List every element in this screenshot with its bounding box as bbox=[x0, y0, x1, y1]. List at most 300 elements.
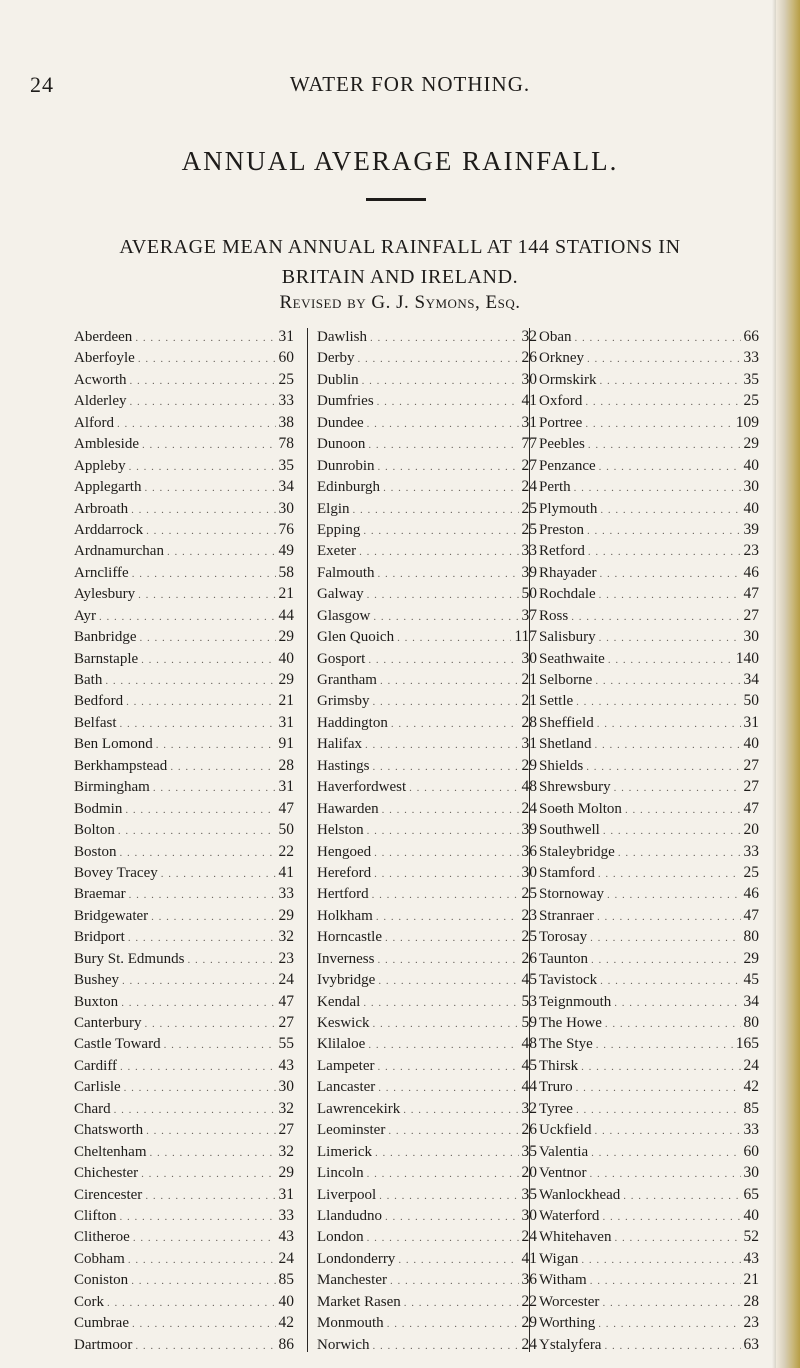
leader-dots bbox=[368, 650, 518, 671]
station-row bbox=[74, 1141, 294, 1162]
leader-dots bbox=[398, 1250, 518, 1271]
leader-dots bbox=[385, 928, 519, 949]
station-name: Dumfries bbox=[317, 393, 374, 410]
station-row bbox=[539, 540, 759, 561]
station-name: Ardnamurchan bbox=[74, 543, 164, 560]
station-row bbox=[74, 755, 294, 776]
leader-dots bbox=[105, 671, 275, 692]
leader-dots bbox=[151, 907, 275, 928]
rainfall-value: 22 bbox=[521, 1292, 537, 1310]
station-row bbox=[317, 1248, 537, 1269]
station-name: Horncastle bbox=[317, 929, 382, 946]
rainfall-value: 25 bbox=[278, 370, 294, 388]
station-row bbox=[317, 476, 537, 497]
station-row bbox=[539, 326, 759, 347]
station-name: Alderley bbox=[74, 393, 127, 410]
station-name: Seathwaite bbox=[539, 650, 605, 667]
rainfall-value: 38 bbox=[278, 413, 294, 431]
station-name: Ross bbox=[539, 607, 569, 624]
reviser-credit bbox=[40, 292, 760, 314]
leader-dots bbox=[390, 1271, 519, 1292]
rainfall-value: 29 bbox=[278, 628, 294, 646]
leader-dots bbox=[141, 650, 275, 671]
station-name: Arncliffe bbox=[74, 564, 129, 581]
rainfall-value: 59 bbox=[521, 1014, 537, 1031]
station-name: Haverfordwest bbox=[317, 779, 407, 796]
leader-dots bbox=[120, 1207, 276, 1228]
station-name: Leominster bbox=[317, 1122, 386, 1139]
leader-dots bbox=[378, 971, 518, 992]
leader-dots bbox=[387, 1314, 519, 1335]
station-row bbox=[74, 1248, 294, 1269]
station-row bbox=[539, 455, 759, 476]
rainfall-value: 60 bbox=[278, 349, 294, 367]
station-row bbox=[317, 390, 537, 411]
station-row bbox=[74, 498, 294, 519]
rainfall-value: 25 bbox=[521, 520, 537, 538]
station-name: Exeter bbox=[317, 543, 357, 560]
rainfall-value: 58 bbox=[278, 563, 294, 581]
station-name: Staleybridge bbox=[539, 843, 615, 860]
rainfall-value: 29 bbox=[278, 1164, 294, 1182]
rainfall-value: 140 bbox=[735, 649, 759, 667]
station-row bbox=[74, 905, 294, 926]
rainfall-value: 29 bbox=[743, 435, 759, 453]
leader-dots bbox=[591, 950, 741, 971]
station-row bbox=[74, 369, 294, 390]
station-row bbox=[539, 755, 759, 776]
station-row bbox=[317, 669, 537, 690]
leader-dots bbox=[373, 1336, 519, 1357]
station-row bbox=[74, 455, 294, 476]
leader-dots bbox=[133, 1228, 276, 1249]
rainfall-value: 27 bbox=[278, 1014, 294, 1031]
station-name: Sheffield bbox=[539, 714, 594, 731]
leader-dots bbox=[599, 628, 741, 649]
leader-dots bbox=[129, 392, 275, 413]
station-name: Galway bbox=[317, 586, 364, 603]
rainfall-value: 41 bbox=[521, 1249, 537, 1267]
station-row bbox=[539, 347, 759, 368]
station-name: Appleby bbox=[74, 457, 126, 474]
rainfall-value: 33 bbox=[743, 842, 759, 860]
station-row bbox=[539, 733, 759, 754]
subtitle-line-2: BRITAIN AND IRELAND. bbox=[281, 266, 519, 288]
station-name: Uckfield bbox=[539, 1122, 592, 1139]
leader-dots bbox=[379, 1186, 518, 1207]
leader-dots bbox=[367, 414, 519, 435]
station-row bbox=[317, 1291, 537, 1312]
station-row bbox=[74, 1033, 294, 1054]
station-row bbox=[539, 798, 759, 819]
rainfall-value: 80 bbox=[743, 1014, 759, 1031]
station-row bbox=[317, 1012, 537, 1033]
leader-dots bbox=[614, 778, 741, 799]
station-row bbox=[74, 883, 294, 904]
station-name: Hengoed bbox=[317, 843, 372, 860]
station-row bbox=[317, 948, 537, 969]
rainfall-value: 27 bbox=[743, 606, 759, 624]
leader-dots bbox=[156, 735, 276, 756]
station-name: Lincoln bbox=[317, 1165, 364, 1182]
rainfall-value: 45 bbox=[743, 971, 759, 989]
rainfall-value: 33 bbox=[278, 1206, 294, 1224]
station-name: Gosport bbox=[317, 650, 366, 667]
rainfall-value: 25 bbox=[743, 863, 759, 881]
rainfall-value: 49 bbox=[278, 542, 294, 560]
station-name: Acworth bbox=[74, 371, 127, 388]
leader-dots bbox=[599, 457, 741, 478]
station-name: Bovey Tracey bbox=[74, 864, 158, 881]
leader-dots bbox=[383, 478, 518, 499]
leader-dots bbox=[135, 1336, 275, 1357]
leader-dots bbox=[368, 435, 518, 456]
rainfall-value: 165 bbox=[735, 1035, 759, 1053]
station-name: Lampeter bbox=[317, 1057, 375, 1074]
rainfall-value: 30 bbox=[521, 370, 537, 388]
station-name: Monmouth bbox=[317, 1315, 384, 1332]
rainfall-value: 37 bbox=[521, 606, 537, 624]
station-name: Dunoon bbox=[317, 436, 366, 453]
leader-dots bbox=[367, 585, 519, 606]
station-row bbox=[317, 1055, 537, 1076]
station-name: Banbridge bbox=[74, 629, 137, 646]
leader-dots bbox=[368, 1035, 518, 1056]
station-row bbox=[74, 1226, 294, 1247]
leader-dots bbox=[602, 1293, 740, 1314]
station-name: Oxford bbox=[539, 393, 583, 410]
station-row bbox=[539, 819, 759, 840]
station-name: Braemar bbox=[74, 886, 126, 903]
station-name: Chard bbox=[74, 1100, 111, 1117]
rainfall-value: 46 bbox=[743, 563, 759, 581]
station-row bbox=[74, 412, 294, 433]
page-edge bbox=[776, 0, 800, 1368]
station-row bbox=[74, 969, 294, 990]
station-row bbox=[74, 841, 294, 862]
station-name: Chichester bbox=[74, 1165, 139, 1182]
station-name: Perth bbox=[539, 479, 571, 496]
leader-dots bbox=[585, 392, 740, 413]
leader-dots bbox=[587, 349, 741, 370]
station-row bbox=[539, 1076, 759, 1097]
leader-dots bbox=[599, 585, 741, 606]
rainfall-value: 32 bbox=[521, 1099, 537, 1117]
station-name: Dundee bbox=[317, 414, 364, 431]
station-row bbox=[539, 433, 759, 454]
rainfall-value: 29 bbox=[278, 906, 294, 924]
leader-dots bbox=[131, 1271, 275, 1292]
rainfall-value: 25 bbox=[743, 392, 759, 410]
station-row bbox=[317, 712, 537, 733]
station-name: Portree bbox=[539, 414, 583, 431]
station-name: Castle Toward bbox=[74, 1036, 161, 1053]
station-row bbox=[317, 819, 537, 840]
rainfall-value: 40 bbox=[743, 456, 759, 474]
leader-dots bbox=[604, 1336, 740, 1357]
rainfall-value: 41 bbox=[278, 863, 294, 881]
station-name: Dawlish bbox=[317, 329, 367, 345]
leader-dots bbox=[145, 1186, 275, 1207]
station-name: Southwell bbox=[539, 822, 600, 839]
station-name: Alford bbox=[74, 414, 114, 431]
station-row bbox=[74, 733, 294, 754]
station-row bbox=[74, 1291, 294, 1312]
rainfall-value: 39 bbox=[521, 563, 537, 581]
station-row bbox=[74, 390, 294, 411]
station-row bbox=[74, 540, 294, 561]
rainfall-value: 25 bbox=[521, 928, 537, 946]
reviser-name: G. J. Symons, Esq. bbox=[371, 292, 521, 313]
station-name: Bolton bbox=[74, 822, 115, 839]
leader-dots bbox=[370, 328, 519, 349]
leader-dots bbox=[142, 435, 276, 456]
station-name: Arddarrock bbox=[74, 521, 144, 538]
rainfall-value: 20 bbox=[521, 1164, 537, 1182]
leader-dots bbox=[129, 885, 276, 906]
station-column-3 bbox=[539, 326, 759, 1355]
station-name: Cirencester bbox=[74, 1186, 143, 1203]
station-row bbox=[74, 583, 294, 604]
leader-dots bbox=[605, 1014, 741, 1035]
station-row bbox=[539, 1055, 759, 1076]
station-row bbox=[317, 347, 537, 368]
leader-dots bbox=[362, 371, 519, 392]
rainfall-value: 39 bbox=[521, 821, 537, 839]
station-name: Shrewsbury bbox=[539, 779, 611, 796]
station-name: Shields bbox=[539, 757, 584, 774]
rainfall-value: 28 bbox=[278, 756, 294, 774]
leader-dots bbox=[358, 349, 519, 370]
rainfall-value: 27 bbox=[743, 778, 759, 796]
station-name: Cardiff bbox=[74, 1057, 118, 1074]
station-name: Canterbury bbox=[74, 1015, 142, 1031]
station-row bbox=[74, 1334, 294, 1355]
leader-dots bbox=[99, 607, 276, 628]
rainfall-value: 32 bbox=[521, 328, 537, 345]
rainfall-value: 43 bbox=[743, 1249, 759, 1267]
leader-dots bbox=[167, 542, 276, 563]
station-row bbox=[74, 648, 294, 669]
station-row bbox=[539, 926, 759, 947]
leader-dots bbox=[591, 1143, 740, 1164]
leader-dots bbox=[600, 371, 741, 392]
rainfall-value: 29 bbox=[278, 671, 294, 688]
rainfall-value: 65 bbox=[743, 1185, 759, 1203]
station-row bbox=[317, 883, 537, 904]
leader-dots bbox=[625, 800, 741, 821]
rainfall-value: 29 bbox=[743, 949, 759, 967]
station-name: Buxton bbox=[74, 993, 119, 1010]
page-number: 24 bbox=[30, 72, 54, 97]
station-row bbox=[74, 669, 294, 690]
station-name: Torosay bbox=[539, 929, 588, 946]
station-row bbox=[539, 776, 759, 797]
station-row bbox=[74, 562, 294, 583]
station-name: Orkney bbox=[539, 350, 584, 367]
leader-dots bbox=[597, 907, 741, 928]
leader-dots bbox=[598, 1314, 740, 1335]
leader-dots bbox=[139, 628, 275, 649]
leader-dots bbox=[576, 1078, 741, 1099]
leader-dots bbox=[128, 1250, 276, 1271]
leader-dots bbox=[363, 521, 518, 542]
rainfall-value: 32 bbox=[278, 1142, 294, 1160]
leader-dots bbox=[377, 392, 519, 413]
rainfall-value: 47 bbox=[278, 799, 294, 817]
rainfall-value: 26 bbox=[521, 349, 537, 367]
station-name: Stornoway bbox=[539, 886, 604, 903]
leader-dots bbox=[598, 864, 741, 885]
station-row bbox=[539, 948, 759, 969]
rainfall-value: 40 bbox=[743, 499, 759, 517]
rainfall-value: 30 bbox=[521, 1206, 537, 1224]
rainfall-value: 43 bbox=[278, 1056, 294, 1074]
station-row bbox=[317, 455, 537, 476]
station-name: Oban bbox=[539, 329, 572, 345]
leader-dots bbox=[161, 864, 276, 885]
leader-dots bbox=[144, 1014, 275, 1035]
station-row bbox=[317, 369, 537, 390]
rainfall-value: 26 bbox=[521, 949, 537, 967]
station-name: Ayr bbox=[74, 607, 96, 624]
rainfall-value: 42 bbox=[278, 1314, 294, 1332]
rainfall-value: 33 bbox=[743, 1121, 759, 1139]
leader-dots bbox=[132, 564, 276, 585]
leader-dots bbox=[131, 500, 275, 521]
station-row bbox=[317, 605, 537, 626]
leader-dots bbox=[409, 778, 518, 799]
rainfall-value: 47 bbox=[743, 799, 759, 817]
leader-dots bbox=[120, 843, 276, 864]
rainfall-value: 117 bbox=[514, 628, 537, 646]
station-name: Edinburgh bbox=[317, 479, 381, 496]
station-column-2 bbox=[317, 326, 537, 1355]
station-row bbox=[539, 1162, 759, 1183]
rainfall-value: 48 bbox=[521, 1035, 537, 1053]
leader-dots bbox=[378, 564, 519, 585]
station-name: Ben Lomond bbox=[74, 736, 153, 753]
leader-dots bbox=[404, 1293, 519, 1314]
rainfall-value: 27 bbox=[743, 756, 759, 774]
station-name: Londonderry bbox=[317, 1250, 396, 1267]
leader-dots bbox=[587, 521, 741, 542]
leader-dots bbox=[164, 1035, 276, 1056]
rainfall-value: 91 bbox=[278, 735, 294, 753]
station-name: Ambleside bbox=[74, 436, 139, 453]
station-row bbox=[539, 712, 759, 733]
station-name: Whitehaven bbox=[539, 1229, 612, 1246]
leader-dots bbox=[618, 843, 741, 864]
page-title: ANNUAL AVERAGE RAINFALL. bbox=[181, 146, 619, 176]
station-name: Manchester bbox=[317, 1272, 387, 1289]
station-name: Teignmouth bbox=[539, 993, 612, 1010]
station-row bbox=[74, 519, 294, 540]
rainfall-value: 31 bbox=[521, 413, 537, 431]
station-row bbox=[74, 1119, 294, 1140]
leader-dots bbox=[374, 843, 518, 864]
station-row bbox=[74, 1012, 294, 1033]
station-name: Witham bbox=[539, 1272, 587, 1289]
station-row bbox=[74, 948, 294, 969]
leader-dots bbox=[124, 1078, 276, 1099]
station-name: Falmouth bbox=[317, 564, 375, 581]
rainfall-value: 28 bbox=[521, 713, 537, 731]
station-row bbox=[539, 1119, 759, 1140]
station-row bbox=[74, 1205, 294, 1226]
rainfall-value: 44 bbox=[278, 606, 294, 624]
leader-dots bbox=[125, 800, 275, 821]
station-row bbox=[74, 1098, 294, 1119]
station-row bbox=[74, 690, 294, 711]
station-row bbox=[317, 1076, 537, 1097]
station-row bbox=[539, 905, 759, 926]
rainfall-value: 30 bbox=[743, 1164, 759, 1182]
rainfall-value: 27 bbox=[278, 1121, 294, 1139]
station-name: Truro bbox=[539, 1079, 573, 1096]
leader-dots bbox=[376, 907, 519, 928]
leader-dots bbox=[608, 650, 733, 671]
station-name: Arbroath bbox=[74, 500, 129, 517]
rainfall-value: 31 bbox=[743, 713, 759, 731]
rainfall-value: 24 bbox=[521, 478, 537, 496]
leader-dots bbox=[586, 757, 740, 778]
leader-dots bbox=[574, 478, 741, 499]
rainfall-value: 35 bbox=[278, 456, 294, 474]
leader-dots bbox=[373, 692, 519, 713]
leader-dots bbox=[120, 1057, 275, 1078]
station-name: Tyree bbox=[539, 1100, 573, 1117]
rainfall-value: 47 bbox=[278, 992, 294, 1010]
leader-dots bbox=[117, 414, 276, 435]
rainfall-value: 30 bbox=[278, 1078, 294, 1096]
station-name: The Howe bbox=[539, 1015, 602, 1031]
station-row bbox=[317, 755, 537, 776]
leader-dots bbox=[375, 1143, 519, 1164]
rainfall-value: 47 bbox=[743, 906, 759, 924]
rainfall-value: 32 bbox=[278, 1099, 294, 1117]
rainfall-value: 35 bbox=[521, 1185, 537, 1203]
station-name: Aberdeen bbox=[74, 329, 133, 345]
rainfall-value: 31 bbox=[278, 1185, 294, 1203]
rainfall-value: 31 bbox=[278, 713, 294, 731]
station-row bbox=[317, 798, 537, 819]
leader-dots bbox=[603, 821, 741, 842]
leader-dots bbox=[590, 928, 740, 949]
rainfall-value: 30 bbox=[743, 478, 759, 496]
station-row bbox=[317, 1312, 537, 1333]
rainfall-value: 50 bbox=[521, 585, 537, 603]
station-row bbox=[317, 1033, 537, 1054]
leader-dots bbox=[602, 1207, 740, 1228]
station-name: Aberfoyle bbox=[74, 350, 135, 367]
station-name: Cumbrae bbox=[74, 1315, 129, 1332]
station-name: Thirsk bbox=[539, 1057, 579, 1074]
leader-dots bbox=[388, 1121, 518, 1142]
station-name: Grimsby bbox=[317, 693, 370, 710]
rainfall-value: 33 bbox=[521, 542, 537, 560]
leader-dots bbox=[599, 564, 740, 585]
station-name: Worthing bbox=[539, 1315, 596, 1332]
station-row bbox=[317, 862, 537, 883]
station-row bbox=[317, 412, 537, 433]
station-name: Boston bbox=[74, 843, 117, 860]
station-name: Birmingham bbox=[74, 779, 150, 796]
rainfall-value: 80 bbox=[743, 928, 759, 946]
leader-dots bbox=[138, 585, 275, 606]
station-row bbox=[539, 1334, 759, 1355]
leader-dots bbox=[114, 1100, 276, 1121]
